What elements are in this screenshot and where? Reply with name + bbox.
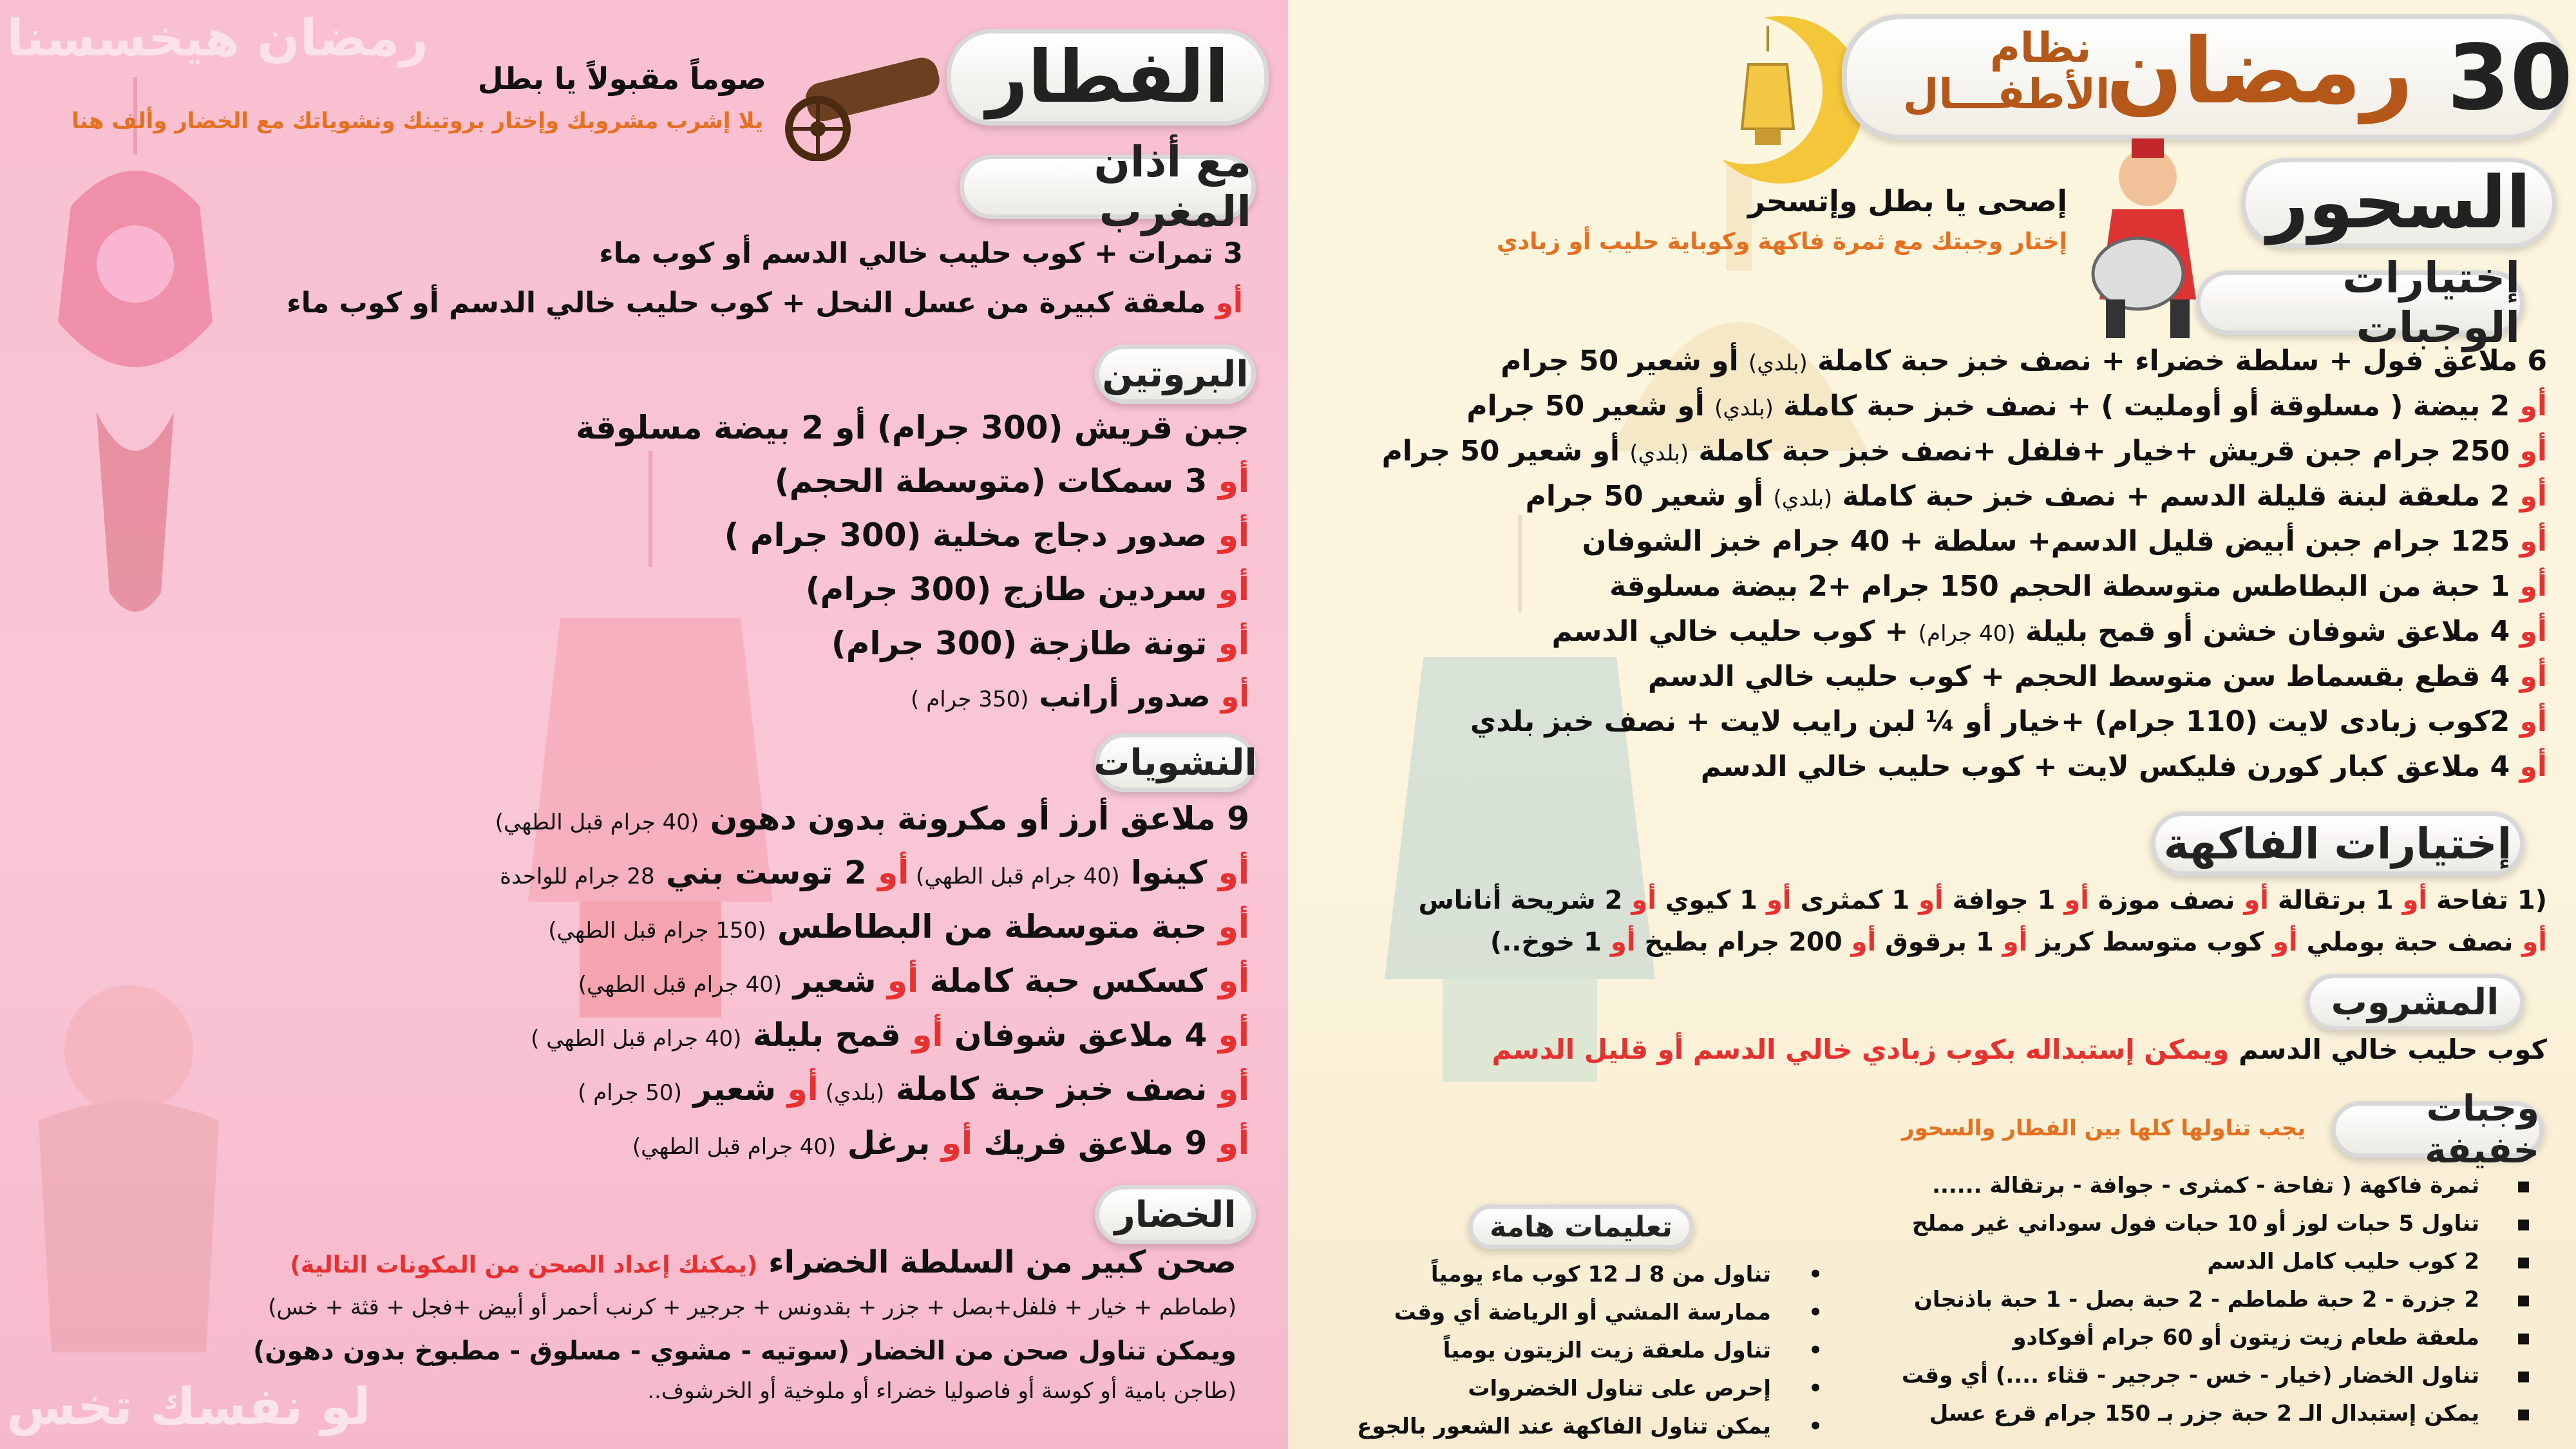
starches-section-title: النشويات	[1095, 733, 1256, 792]
iftar-greeting: صوماً مقبولاً يا بطل	[477, 61, 766, 96]
watermark-top: رمضان هيخسسنا	[6, 10, 429, 68]
snack-item: ▪ يمكن إستبدال الـ 2 حبة جزر بـ 150 جرام قرع عسل	[1902, 1395, 2479, 1433]
vegetables-line-2: (طماطم + خيار + فلفل+بصل + جزر + بقدونس + جرجير + كرنب أحمر أو أبيض +فجل + قثة + خس)	[268, 1294, 1236, 1320]
suhoor-title: السحور	[2241, 158, 2557, 248]
protein-line-2: أو 3 سمكات (متوسطة الحجم)	[774, 462, 1249, 500]
header-number: 30	[2447, 26, 2573, 131]
drink-line: كوب حليب خالي الدسم ويمكن إستبداله بكوب زبادي خالي الدسم أو قليل الدسم	[1492, 1034, 2547, 1065]
suhoor-greeting-sub: إختار وجبتك مع ثمرة فاكهة وكوباية حليب أو زبادي	[1496, 229, 2067, 255]
maghrib-section-title: مع أذان المغرب	[960, 155, 1256, 219]
meal-line-3: أو 250 جرام جبن قريش +خيار +فلفل +نصف خبز حبة كاملة (بلدي) أو شعير 50 جرام	[1381, 435, 2547, 468]
watermark-bottom: لو نفسك تخس	[6, 1378, 371, 1436]
meal-line-5: أو 125 جرام جبن أبيض قليل الدسم+ سلطة + 40 جرام خبز الشوفان	[1582, 525, 2547, 558]
meal-line-8: أو 4 قطع بقسماط سن متوسط الحجم + كوب حليب خالي الدسم	[1647, 660, 2547, 693]
vegetables-line-4: (طاجن بامية أو كوسة أو فاصوليا خضراء أو ملوخية أو الخرشوف..	[647, 1378, 1236, 1404]
meal-line-4: أو 2 ملعقة لبنة قليلة الدسم + نصف خبز حبة كاملة (بلدي) أو شعير 50 جرام	[1525, 480, 2547, 513]
header-kids: الأطفـــال	[1903, 71, 2110, 118]
meal-line-10: أو 4 ملاعق كبار كورن فليكس لايت + كوب حليب خالي الدسم	[1700, 750, 2547, 783]
vegetables-section-title: الخضار	[1095, 1185, 1256, 1244]
meal-line-6: أو 1 حبة من البطاطس متوسطة الحجم 150 جرام +2 بيضة مسلوقة	[1609, 570, 2547, 603]
lantern-decoration-icon	[19, 77, 251, 657]
lantern-icon	[1739, 26, 1797, 155]
protein-line-3: أو صدور دجاج مخلية (300 جرام )	[724, 516, 1249, 554]
tip-item: • تناول ملعقة زيت الزيتون يومياً	[1357, 1332, 1771, 1370]
maghrib-line-1: 3 تمرات + كوب حليب خالي الدسم أو كوب ماء	[599, 237, 1243, 270]
starches-line-1: 9 ملاعق أرز أو مكرونة بدون دهون (40 جرام قبل الطهي)	[495, 800, 1249, 837]
starches-line-2: أو كينوا (40 جرام قبل الطهي) أو 2 توست بني 28 جرام للواحدة	[500, 854, 1249, 891]
snack-item: ▪ ملعقة طعام زيت زيتون أو 60 جرام أفوكادو	[1902, 1319, 2479, 1357]
tip-item: • يمكن تناول الفاكهة عند الشعور بالجوع	[1357, 1408, 1771, 1446]
protein-section-title: البروتين	[1095, 345, 1256, 404]
meal-line-1: 6 ملاعق فول + سلطة خضراء + نصف خبز حبة كاملة (بلدي) أو شعير 50 جرام	[1501, 345, 2547, 377]
snack-item: ▪ 2 جزرة - 2 حبة طماطم - 2 حبة بصل - 1 حبة باذنجان	[1902, 1281, 2479, 1319]
snack-item: ▪ 2 كوب حليب كامل الدسم	[1902, 1243, 2479, 1281]
snack-item: ▪ ثمرة فاكهة ( تفاحة - كمثرى - جوافة - برتقالة ......	[1902, 1167, 2479, 1205]
snacks-section-title: وجبات خفيفة	[2331, 1101, 2544, 1158]
tips-section-title: تعليمات هامة	[1468, 1204, 1694, 1249]
fruits-section-title: إختيارات الفاكهة	[2151, 811, 2524, 876]
starches-line-3: أو حبة متوسطة من البطاطس (150 جرام قبل الطهي)	[548, 908, 1249, 945]
fruit-line-2: أو نصف حبة بوملي أو كوب متوسط كريز أو 1 برقوق أو 200 جرام بطيخ أو 1 خوخ..)	[1490, 927, 2547, 957]
snack-item: ▪ تناول 5 حبات لوز أو 10 حبات فول سوداني غير مملح	[1902, 1205, 2479, 1243]
iftar-title: الفطار	[947, 29, 1269, 126]
drink-section-title: المشروب	[2306, 974, 2524, 1030]
maghrib-line-2: أو ملعقة كبيرة من عسل النحل + كوب حليب خالي الدسم أو كوب ماء	[287, 287, 1243, 319]
protein-line-4: أو سردين طازج (300 جرام)	[805, 571, 1249, 608]
meal-line-2: أو 2 بيضة ( مسلوقة أو أومليت ) + نصف خبز حبة كاملة (بلدي) أو شعير 50 جرام	[1466, 390, 2547, 422]
cannon-icon	[766, 45, 953, 161]
starches-line-5: أو 4 ملاعق شوفان أو قمح بليلة (40 جرام قبل الطهي )	[531, 1016, 1249, 1054]
protein-line-5: أو تونة طازجة (300 جرام)	[831, 625, 1249, 662]
snacks-note: يجب تناولها كلها بين الفطار والسحور	[1902, 1115, 2306, 1141]
tip-item: • تناول من 8 لـ 12 كوب ماء يومياً	[1357, 1256, 1771, 1294]
protein-line-6: أو صدور أرانب (350 جرام )	[911, 679, 1249, 714]
starches-line-4: أو كسكس حبة كاملة أو شعير (40 جرام قبل الطهي)	[578, 962, 1249, 999]
snack-item: ▪ تناول الخضار (خيار - خس - جرجير - قثاء ....) أي وقت	[1902, 1357, 2479, 1395]
genie-decoration-icon	[13, 953, 245, 1365]
header-system: نظام	[1990, 24, 2092, 72]
starches-line-7: أو 9 ملاعق فريك أو برغل (40 جرام قبل الطهي)	[632, 1124, 1249, 1162]
snacks-list	[1902, 1167, 2479, 1433]
suhoor-greeting: إصحى يا بطل وإتسحر	[1748, 184, 2067, 218]
fruit-line-1: (1 تفاحة أو 1 برتقالة أو نصف موزة أو 1 جوافة أو 1 كمثرى أو 1 كيوي أو 2 شريحة أناناس	[1418, 886, 2547, 915]
protein-line-1: جبن قريش (300 جرام) أو 2 بيضة مسلوقة	[575, 409, 1249, 446]
meal-line-7: أو 4 ملاعق شوفان خشن أو قمح بليلة (40 جرام) + كوب حليب خالي الدسم	[1551, 615, 2547, 648]
starches-line-6: أو نصف خبز حبة كاملة (بلدي) أو شعير (50 جرام )	[578, 1070, 1249, 1108]
tip-item: • ممارسة المشي أو الرياضة أي وقت	[1357, 1294, 1771, 1332]
tip-item: • إحرص على تناول الخضروات	[1357, 1370, 1771, 1408]
iftar-greeting-sub: يلا إشرب مشروبك وإختار بروتينك ونشوياتك مع الخضار وألف هنا	[71, 108, 763, 134]
vegetables-line-1: صحن كبير من السلطة الخضراء (يمكنك إعداد الصحن من المكونات التالية)	[290, 1244, 1236, 1280]
header-word: رمضان	[2106, 19, 2414, 124]
tips-list	[1357, 1256, 1771, 1446]
meals-section-title: إختيارات الوجبات	[2196, 270, 2524, 335]
meal-line-9: أو 2كوب زبادى لايت (110 جرام) +خيار أو ¼ لبن رايب لايت + نصف خبز بلدي	[1470, 705, 2547, 738]
suhoor-panel	[1288, 0, 2576, 1449]
vegetables-line-3: ويمكن تناول صحن من الخضار (سوتيه - مشوي - مسلوق - مطبوخ بدون دهون)	[253, 1336, 1236, 1366]
